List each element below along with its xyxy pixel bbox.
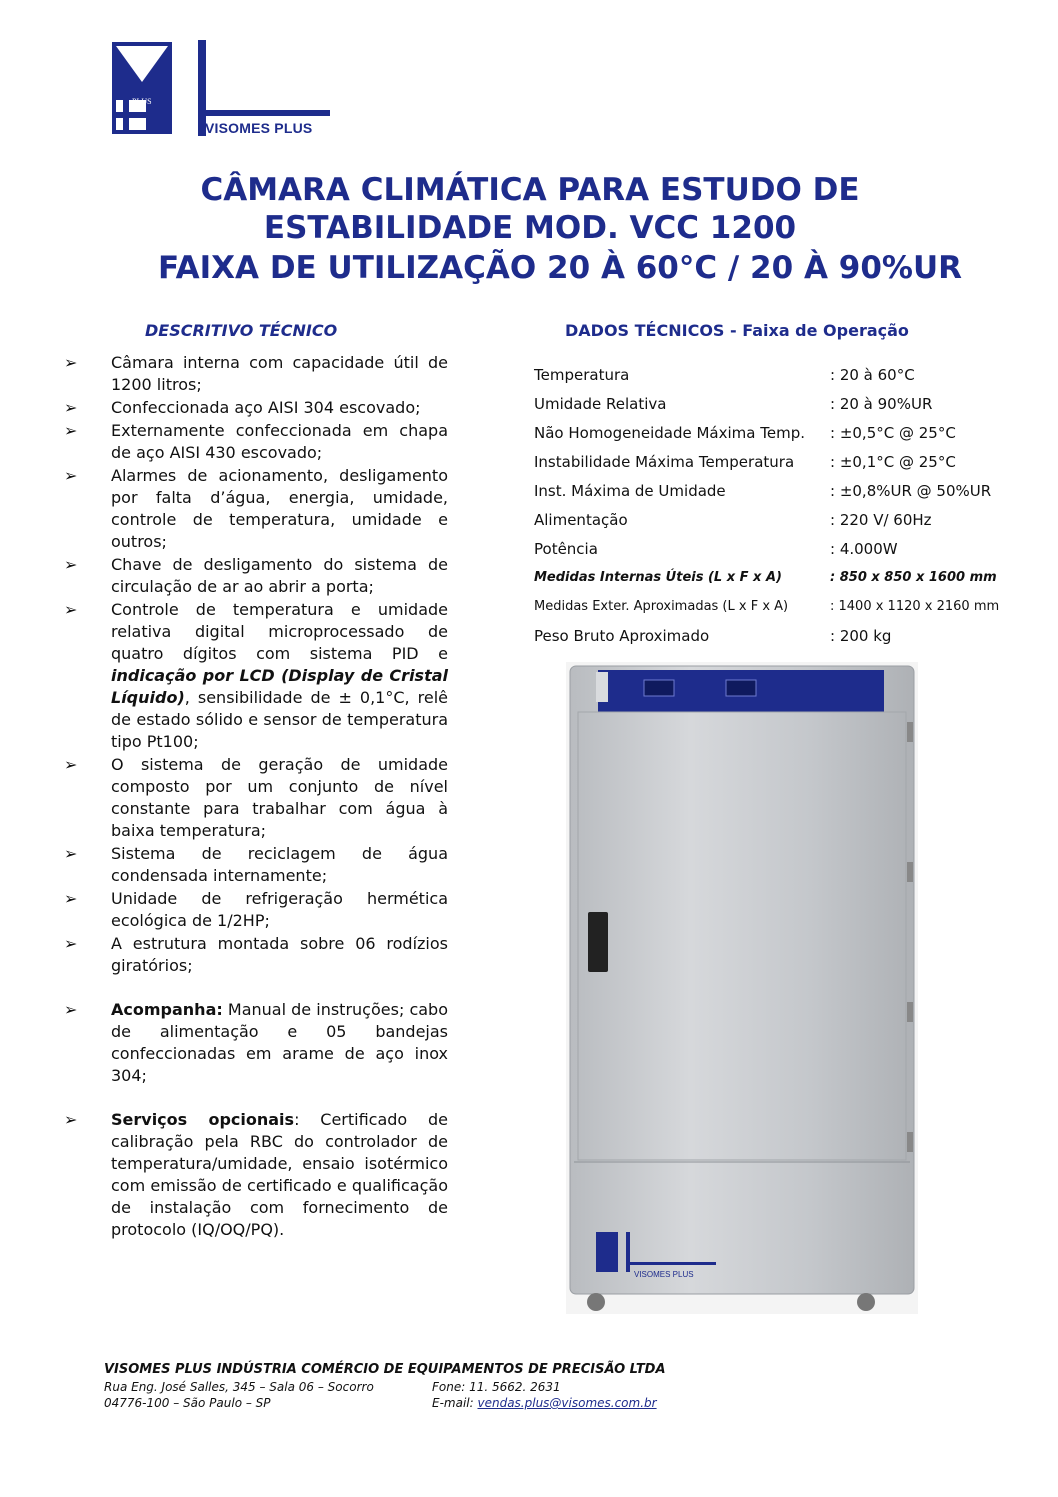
list-item: ➢ Unidade de refrigeração hermética ecológica de 1/2HP;	[64, 889, 448, 930]
arrow-bullet-icon: ➢	[64, 600, 78, 619]
table-row: Inst. Máxima de Umidade : ±0,8%UR @ 50%UR	[534, 481, 992, 500]
table-row: Temperatura : 20 à 60°C	[534, 365, 915, 384]
table-row: Peso Bruto Aproximado : 200 kg	[534, 626, 892, 645]
list-item: ➢ Confeccionada aço AISI 304 escovado;	[64, 398, 421, 417]
arrow-bullet-icon: ➢	[64, 466, 78, 485]
arrow-bullet-icon: ➢	[64, 844, 78, 863]
arrow-bullet-icon: ➢	[64, 1110, 78, 1129]
list-item: ➢ Controle de temperatura e umidade relativa digital microprocessado de quatro dígitos com sistema PID e indicação por LCD (Display de Cristal Líquido), sensibilidade de ± 0,1°C, relê de estado sólido e sensor de temperatura tipo Pt100;	[64, 600, 448, 751]
table-row: Potência : 4.000W	[534, 539, 898, 558]
arrow-bullet-icon: ➢	[64, 889, 78, 908]
page-title-line2: ESTABILIDADE MOD. VCC 1200	[263, 210, 797, 246]
table-row: Não Homogeneidade Máxima Temp. : ±0,5°C @ 25°C	[534, 423, 956, 442]
footer-email-line	[432, 1396, 657, 1410]
footer-phone: Fone: 11. 5662. 2631	[432, 1380, 561, 1394]
logo-text: VISOMES PLUS	[205, 120, 313, 136]
footer-company: VISOMES PLUS INDÚSTRIA COMÉRCIO DE EQUIPAMENTOS DE PRECISÃO LTDA	[104, 1362, 666, 1377]
footer-email-label: E-mail:	[432, 1396, 478, 1410]
arrow-bullet-icon: ➢	[64, 421, 78, 440]
table-row: Instabilidade Máxima Temperatura : ±0,1°C @ 25°C	[534, 452, 956, 471]
table-row: Medidas Internas Úteis (L x F x A) : 850 x 850 x 1600 mm	[534, 570, 997, 585]
arrow-bullet-icon: ➢	[64, 1000, 78, 1019]
footer-address-line2: 04776-100 – São Paulo – SP	[104, 1396, 271, 1410]
photo-logo-text: VISOMES PLUS	[634, 1270, 694, 1279]
specs-table	[534, 360, 1034, 650]
table-row: Umidade Relativa : 20 à 90%UR	[534, 394, 933, 413]
table-row: Alimentação : 220 V/ 60Hz	[534, 510, 932, 529]
technical-data-heading: DADOS TÉCNICOS - Faixa de Operação	[565, 321, 909, 340]
table-row: Medidas Exter. Aproximadas (L x F x A) : 1400 x 1120 x 2160 mm	[534, 599, 1000, 614]
footer-address-line1: Rua Eng. José Salles, 345 – Sala 06 – Socorro	[104, 1380, 374, 1394]
page-title-line3: FAIXA DE UTILIZAÇÃO 20 À 60°C / 20 À 90%UR	[157, 250, 962, 286]
list-item: ➢ Externamente confeccionada em chapa de aço AISI 430 escovado;	[64, 421, 448, 462]
arrow-bullet-icon: ➢	[64, 755, 78, 774]
page-title-line1: CÂMARA CLIMÁTICA PARA ESTUDO DE	[200, 172, 860, 208]
arrow-bullet-icon: ➢	[64, 353, 78, 372]
list-item: ➢ Câmara interna com capacidade útil de 1200 litros;	[64, 353, 448, 394]
footer-email-link[interactable]: vendas.plus@visomes.com.br	[477, 1396, 657, 1410]
arrow-bullet-icon: ➢	[64, 555, 78, 574]
list-item: ➢ Acompanha: Manual de instruções; cabo de alimentação e 05 bandejas confeccionadas em arame de aço inox 304;	[64, 1000, 448, 1085]
arrow-bullet-icon: ➢	[64, 398, 78, 417]
technical-description-heading: DESCRITIVO TÉCNICO	[145, 321, 338, 340]
list-item: ➢ O sistema de geração de umidade composto por um conjunto de nível constante para trabalhar com água à baixa temperatura;	[64, 755, 448, 840]
list-item: ➢ Sistema de reciclagem de água condensada internamente;	[64, 844, 448, 885]
list-item: ➢ Serviços opcionais: Certificado de calibração pela RBC do controlador de temperatura/umidade, ensaio isotérmico com emissão de certificado e qualificação de instalação com fornecimento de protocolo (IQ/OQ/PQ).	[64, 1110, 449, 1239]
logo-mark-text: PLUS	[132, 97, 152, 106]
climate-chamber-photo	[566, 662, 918, 1314]
technical-description-list	[64, 352, 448, 1242]
list-item: ➢ A estrutura montada sobre 06 rodízios giratórios;	[64, 934, 448, 975]
list-item: ➢ Alarmes de acionamento, desligamento por falta d’água, energia, umidade, controle de temperatura, umidade e outros;	[64, 466, 448, 551]
arrow-bullet-icon: ➢	[64, 934, 78, 953]
list-item: ➢ Chave de desligamento do sistema de circulação de ar ao abrir a porta;	[64, 555, 448, 596]
